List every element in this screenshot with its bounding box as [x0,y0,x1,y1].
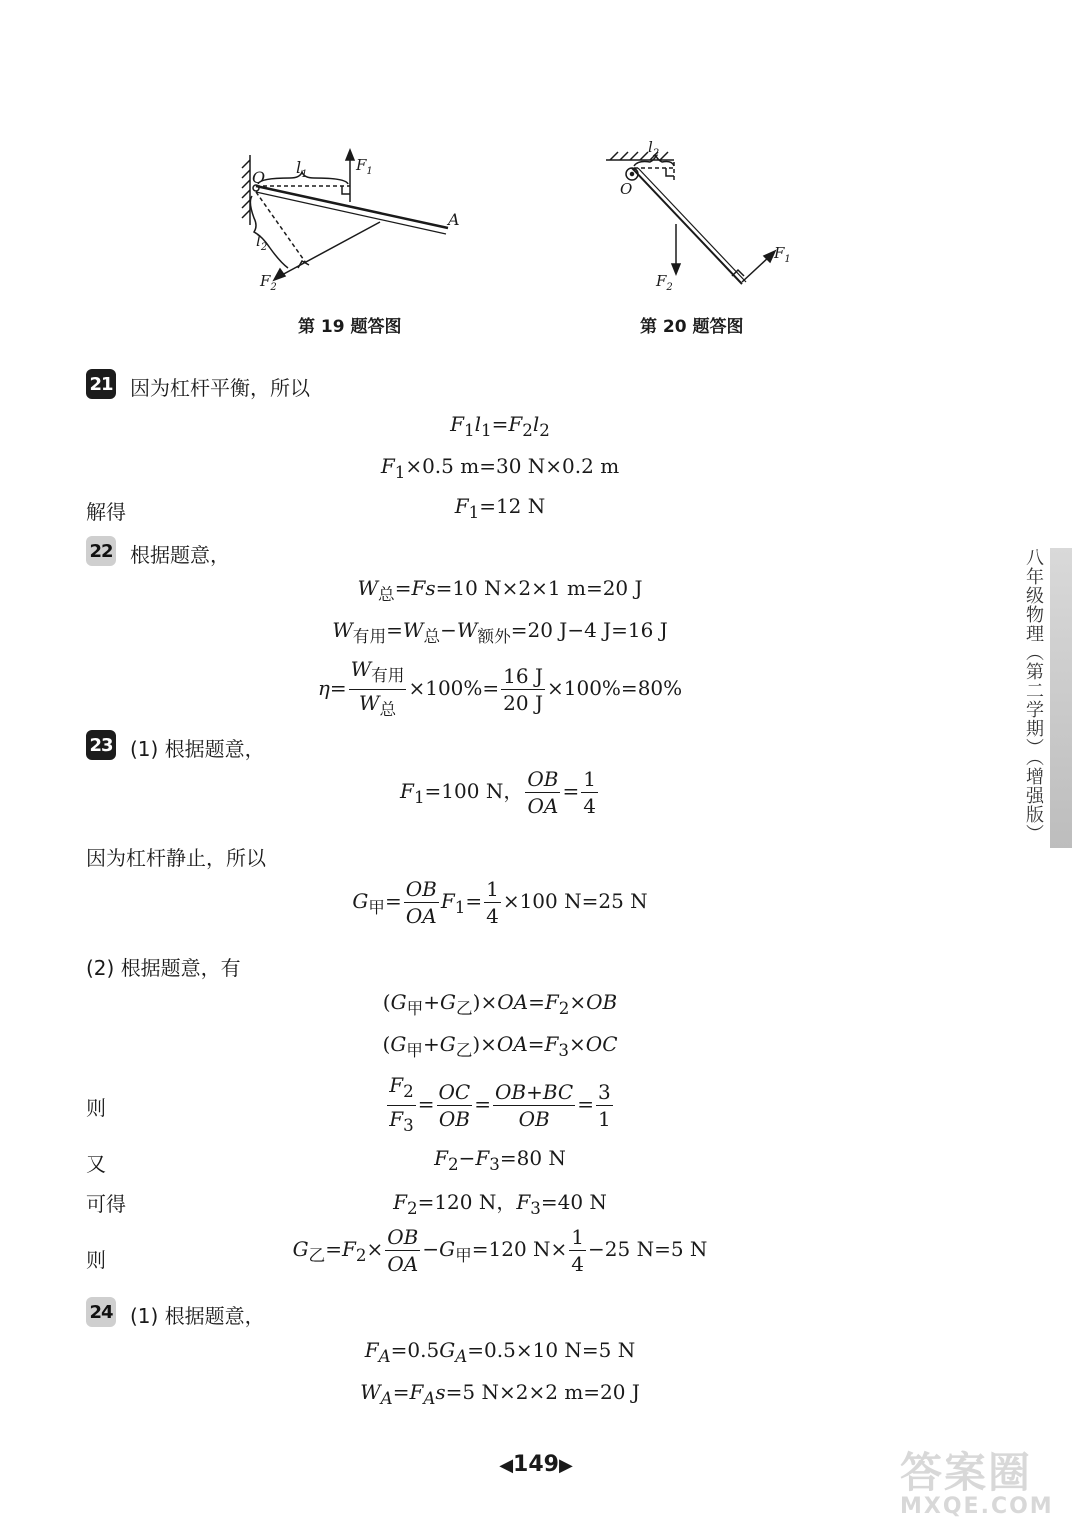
fig19-label-O: O [252,168,266,187]
figure-19 [230,140,490,300]
q23-eq5: $\frac{F_2}{F_3}$ = $\frac{OC}{OB}$ = $\frac{OB+BC}{OB}$ = $\frac{3}{1}$ [0,1072,1000,1139]
q21-solve-label: 解得 [86,500,126,524]
fig19-label-l1-text: l [296,158,302,177]
fig19-label-l1 [296,158,308,180]
q23-get: 可得 [86,1192,126,1216]
q23-frac6: $\frac{OC}{OB}$ [438,1080,471,1131]
q23-frac4: $\frac{1}{4}$ [486,877,499,928]
page-left-arrow-icon: ◀ [499,1455,514,1476]
q24-eq1: $F_A=0.5G_A=0.5\times 10$ N=5 N [364,1338,636,1366]
q23-then1: 则 [86,1096,106,1120]
fig19-label-F1-text: F [356,156,367,174]
q23-frac8: $\frac{3}{1}$ [598,1080,611,1131]
figure-20-caption: 第 20 题答图 [640,317,744,337]
q23-part2: (2) 根据题意，有 [86,956,241,980]
q23-eq6: $F_2-F_3=80$ N [434,1146,566,1174]
q23-frac2: $\frac{1}{4}$ [583,767,596,818]
fig19-label-A: A [448,210,460,229]
q23-eq8: $G_乙=F_2\times$ $\frac{OB}{OA}$ $-G_甲=120$ N× $\frac{1}{4}$ −25 N=5 N [292,1225,708,1276]
q21-eq2: $F_1\times 0.5$ m=30 N×0.2 m [380,454,620,482]
fig20-label-F2-text: F [656,272,667,290]
fig19-label-F1-sub: 1 [366,166,373,177]
q23-eq2: $G_甲=$ $\frac{OB}{OA}$ $F_1=$ $\frac{1}{4}$ ×100 N=25 N [352,877,648,928]
q21-eq1: $F_1l_1=F_2l_2$ [450,412,550,440]
fig19-label-l2-sub: 2 [260,242,268,253]
watermark [900,1440,1070,1530]
fig19-label-F1 [356,156,373,177]
q23-then2: 则 [86,1248,106,1272]
fig19-label-l2 [256,232,267,253]
q21-eq3: $F_1=12$ N [454,494,546,522]
q23-eq4: $(G_甲+G_乙)\times OA=F_3\times OC$ [382,1032,618,1060]
q22-eq1: $W_总=Fs=10$ N×2×1 m=20 J [357,576,643,604]
q23-frac7: $\frac{OB+BC}{OB}$ [495,1080,574,1131]
q23-static-text: 因为杠杆静止，所以 [86,846,266,870]
q23-frac9: $\frac{OB}{OA}$ [387,1225,419,1276]
page-number-text: 149 [513,1452,559,1477]
fig19-label-F2-text: F [260,272,271,290]
fig19-label-l1-sub: 1 [301,169,308,181]
q23-also: 又 [86,1152,106,1176]
page-right-arrow-icon: ▶ [558,1455,573,1476]
fig20-label-F2-sub: 2 [666,282,673,293]
fig20-label-l2-text: l [648,138,653,156]
q23-eq1: $F_1=100$ N， $\frac{OB}{OA}$ = $\frac{1}{4}$ [400,767,596,818]
side-book-title: 八年级物理（第二学期）（增强版） [1023,548,1044,843]
q24-intro: (1) 根据题意， [130,1304,265,1328]
fig20-label-O: O [620,180,633,198]
figure-20 [598,138,798,298]
fig20-label-l2 [648,138,659,159]
q23-frac1: $\frac{OB}{OA}$ [527,767,559,818]
watermark-line2: MXQE.COM [900,1494,1054,1519]
q22-frac1: $\frac{W_{有用}}{W_总}$ [350,657,405,719]
q24-eq2: $W_A=F_As=5$ N×2×2 m=20 J [360,1380,640,1408]
watermark-line1: 答案圈 [900,1448,1033,1497]
question-22-badge: 22 [86,536,116,566]
q22-frac2: $\frac{16 J}{20 J}$ [503,664,543,715]
q22-eq3: η= $\frac{W_{有用}}{W_总}$ ×100%= $\frac{16 J}{20 J}$ ×100%=80% [0,656,1000,723]
q23-intro: (1) 根据题意， [130,737,265,761]
figure-20-diagram [598,138,798,298]
fig20-label-F1-sub: 1 [784,254,791,265]
figure-19-caption: 第 19 题答图 [298,317,402,337]
question-23-badge: 23 [86,730,116,760]
q23-frac3: $\frac{OB}{OA}$ [405,877,437,928]
fig19-label-l2-text: l [256,232,261,250]
fig19-label-F2-sub: 2 [270,282,277,293]
question-21-badge: 21 [86,369,116,399]
fig20-label-F2 [656,272,673,293]
question-24-badge: 24 [86,1297,116,1327]
side-tab-stripe [1050,548,1072,848]
q23-eq3: $(G_甲+G_乙)\times OA=F_2\times OB$ [382,990,618,1018]
fig19-label-F2 [260,272,277,293]
fig20-label-F1 [774,244,791,265]
q23-frac5: $\frac{F_2}{F_3}$ [389,1073,414,1135]
q22-eq2: $W_{有用}=W_总-W_{额外}=20$ J−4 J=16 J [332,618,668,646]
q22-intro: 根据题意， [130,543,230,567]
q23-eq7: $F_2=120$ N，$F_3=40$ N [393,1190,607,1218]
q23-frac10: $\frac{1}{4}$ [571,1225,585,1276]
q21-intro: 因为杠杆平衡，所以 [130,376,310,400]
fig20-label-l2-sub: 2 [652,148,660,159]
fig20-label-F1-text: F [774,244,785,262]
